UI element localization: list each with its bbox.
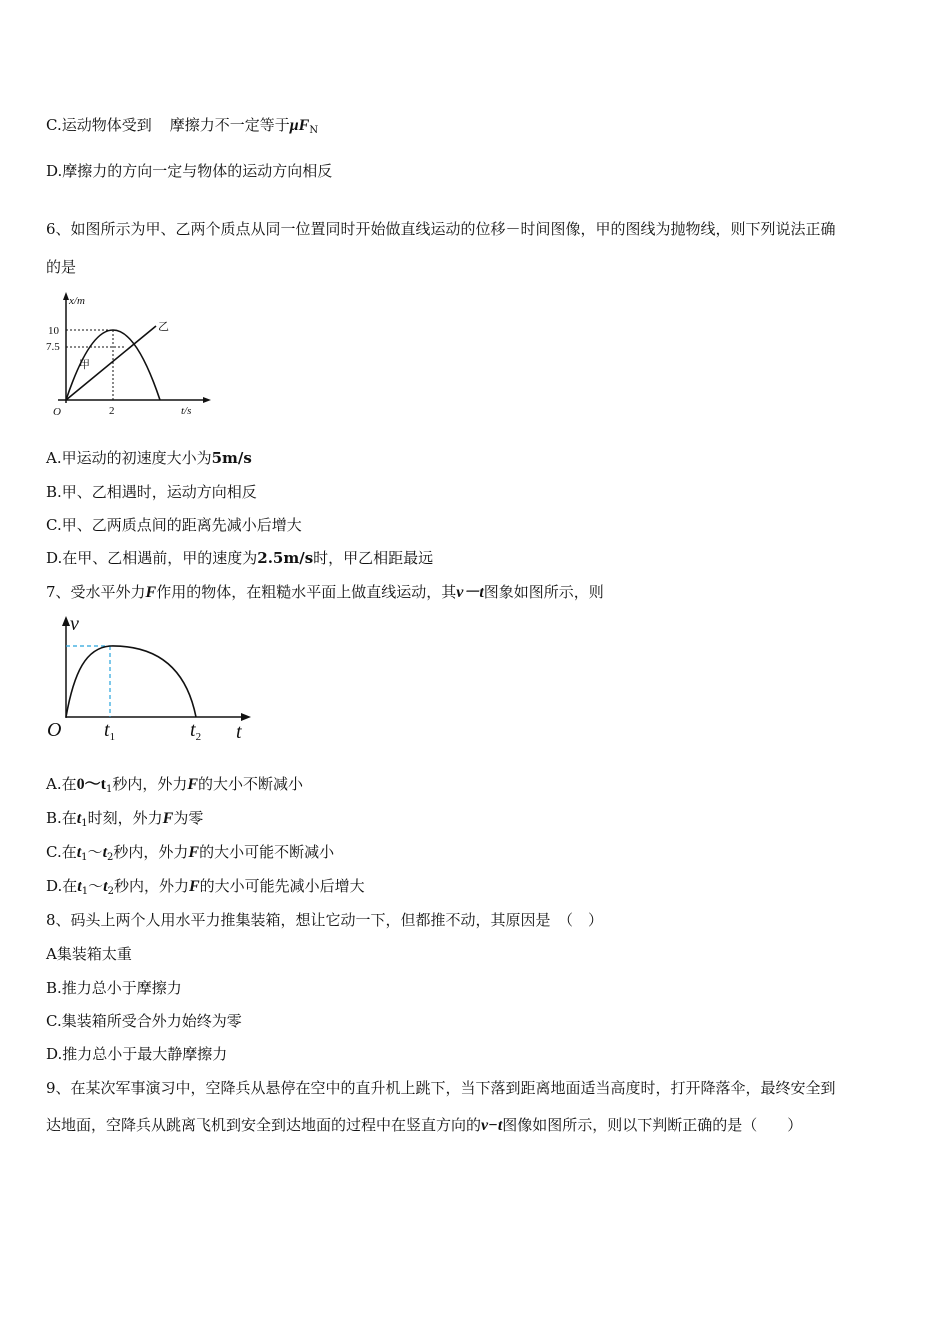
- q7-x-label: t: [236, 721, 242, 743]
- q6-option-c: C.甲、乙两质点间的距离先减小后增大: [46, 516, 302, 534]
- q6-option-b: B.甲、乙相遇时，运动方向相反: [46, 483, 257, 501]
- q5-option-d: D.摩擦力的方向一定与物体的运动方向相反: [46, 162, 333, 180]
- q7-y-arrow: [62, 616, 70, 626]
- q6-option-a: A.甲运动的初速度大小为5m/s: [46, 449, 252, 467]
- q6-stem-line1: 6、如图所示为甲、乙两个质点从同一位置同时开始做直线运动的位移－时间图像，甲的图线为抛物线，则下列说法正确: [46, 220, 836, 238]
- q8-option-d: D.推力总小于最大静摩擦力: [46, 1045, 228, 1063]
- q6-x-label: t/s: [181, 405, 192, 417]
- q7-option-c: C.在$t_1\sim t_2$秒内，外力F的大小可能不断减小: [46, 843, 335, 863]
- q7-x-arrow: [241, 713, 251, 721]
- q7-option-a: A.在$0\sim t_1$秒内，外力F的大小不断减小: [46, 775, 304, 795]
- q6-stem-line2: 的是: [46, 258, 77, 276]
- q8-option-a: A集装箱太重: [46, 945, 132, 963]
- q7-t2-label: $t_2$: [190, 719, 202, 743]
- q6-x-arrow: [203, 397, 211, 403]
- q8-option-b: B.推力总小于摩擦力: [46, 979, 182, 997]
- q7-t1-label: $t_1$: [104, 719, 116, 743]
- q6-tick-10: 10: [48, 325, 59, 337]
- q8-option-c: C.集装箱所受合外力始终为零: [46, 1012, 242, 1030]
- q6-tick-75: 7.5: [46, 341, 60, 353]
- q6-tick-2: 2: [109, 405, 115, 417]
- q7-stem: 7、受水平外力F作用的物体，在粗糙水平面上做直线运动，其v－t图象如图所示，则: [46, 583, 604, 601]
- q6-option-d: D.在甲、乙相遇前，甲的速度为2.5m/s时，甲乙相距最远: [46, 549, 434, 567]
- q6-y-label: x/m: [69, 295, 85, 307]
- q8-stem: 8、码头上两个人用水平力推集装箱，想让它动一下，但都推不动，其原因是 （ ）: [46, 911, 604, 929]
- q6-label-jia: 甲: [79, 359, 90, 371]
- q9-stem-line2: 达地面，空降兵从跳离飞机到安全到达地面的过程中在竖直方向的v−t图像如图所示，则以下判断正确的是（ ）: [46, 1116, 803, 1134]
- q7-y-label: v: [70, 613, 79, 635]
- q7-curve: [66, 646, 196, 717]
- q7-option-b: B.在$t_1$时刻，外力F为零: [46, 809, 204, 829]
- q6-xt-graph: [46, 288, 216, 418]
- q7-origin: O: [47, 719, 62, 741]
- q7-option-d: D.在$t_1\sim t_2$秒内，外力F的大小可能先减小后增大: [46, 877, 365, 897]
- q9-stem-line1: 9、在某次军事演习中，空降兵从悬停在空中的直升机上跳下，当下落到距离地面适当高度时，打开降落伞，最终安全到: [46, 1079, 836, 1097]
- q7-vt-graph: [46, 612, 256, 744]
- q6-label-yi: 乙: [158, 321, 169, 333]
- q6-origin: O: [53, 406, 61, 418]
- q5-option-c: C.运动物体受到 摩擦力不一定等于$\mu F_N$: [46, 116, 319, 136]
